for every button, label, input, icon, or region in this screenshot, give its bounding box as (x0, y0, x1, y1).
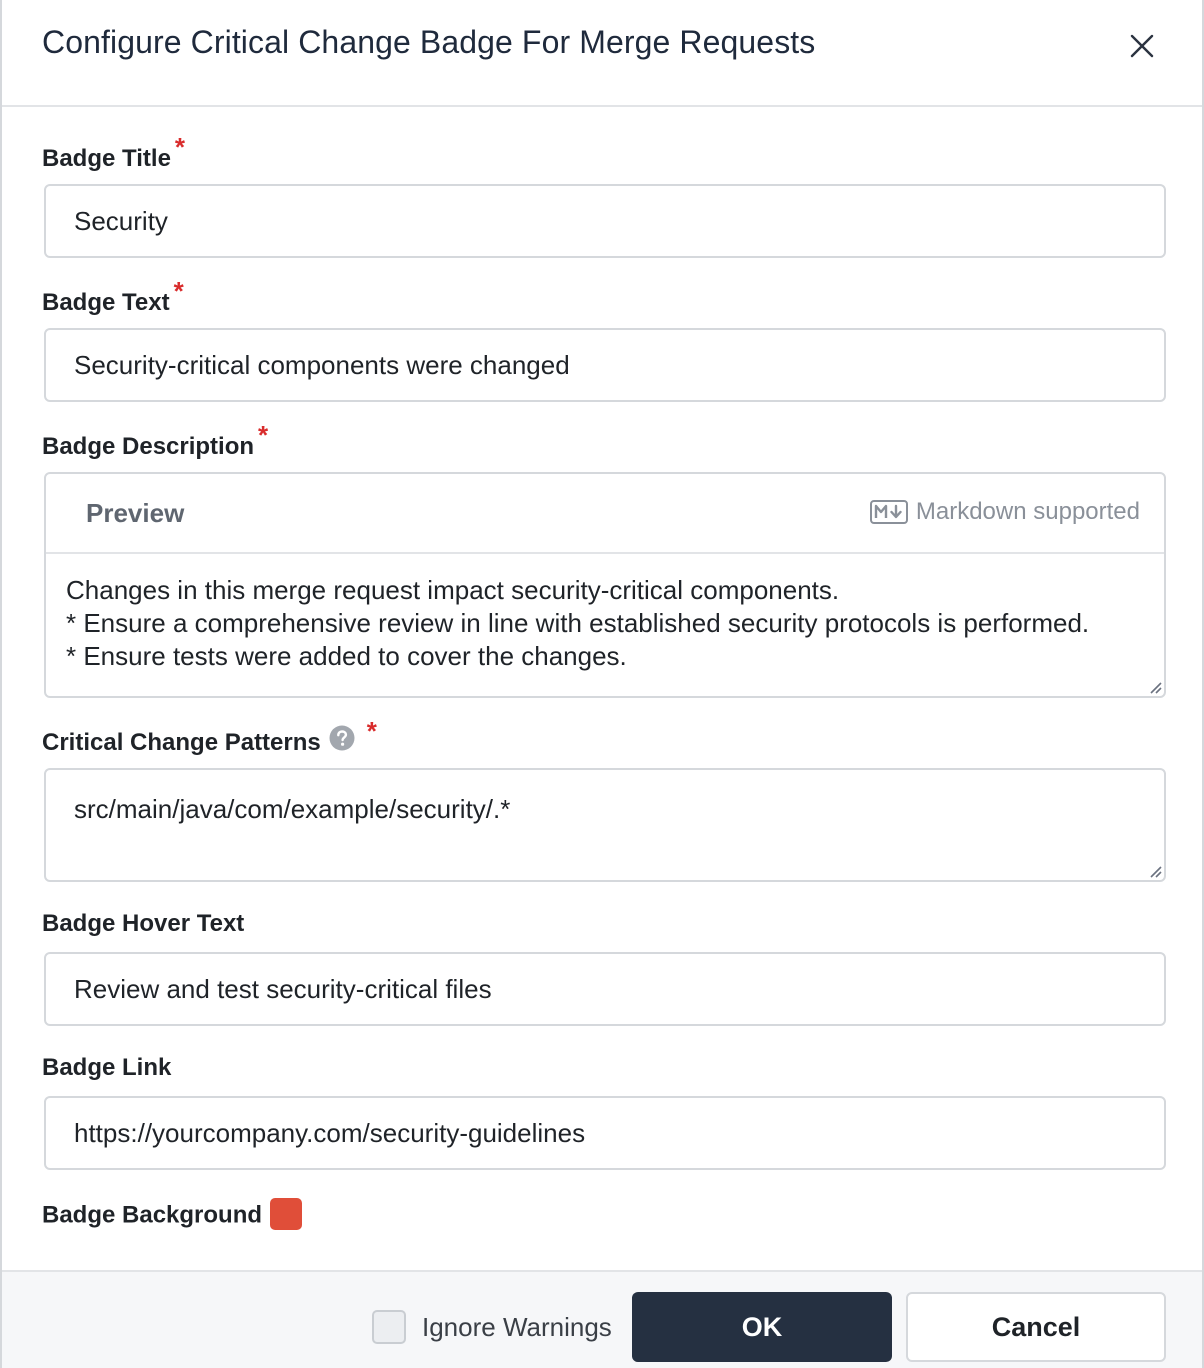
critical-change-patterns-label: Critical Change Patterns * (42, 726, 377, 760)
resize-handle-icon[interactable] (1146, 862, 1162, 878)
resize-handle-icon[interactable] (1146, 678, 1162, 694)
badge-link-input[interactable] (44, 1096, 1166, 1170)
help-icon[interactable] (329, 725, 355, 758)
badge-description-editor (44, 472, 1166, 698)
markdown-hint: Markdown supported (870, 498, 1140, 526)
critical-change-patterns-value: src/main/java/com/example/security/.* (74, 794, 511, 824)
badge-link-value: https://yourcompany.com/security-guidelines (74, 1117, 586, 1148)
badge-description-label: Badge Description * (42, 420, 269, 460)
badge-background-label: Badge Background (42, 1200, 302, 1232)
ok-button[interactable]: OK (632, 1292, 892, 1362)
badge-title-label: Badge Title * (42, 132, 186, 172)
badge-text-value: Security-critical components were changed (74, 349, 570, 380)
required-marker: * (174, 132, 186, 162)
close-button[interactable] (1122, 26, 1162, 66)
dialog-footer (2, 1270, 1202, 1368)
badge-title-value: Security (74, 205, 168, 236)
required-marker: * (258, 420, 269, 450)
cancel-button[interactable]: Cancel (906, 1292, 1166, 1362)
badge-title-input[interactable] (44, 184, 1166, 258)
badge-link-label: Badge Link (42, 1054, 172, 1081)
badge-text-input[interactable] (44, 328, 1166, 402)
close-icon (1130, 34, 1154, 58)
ignore-warnings-label: Ignore Warnings (422, 1311, 612, 1342)
badge-hover-text-value: Review and test security-critical files (74, 973, 492, 1004)
preview-tab[interactable]: Preview (86, 498, 185, 528)
badge-description-textarea[interactable]: Changes in this merge request impact security-critical components. * Ensure a comprehensive review in line with established security protocols is performed. * Ensure tests were added to cover the changes. (66, 575, 1090, 671)
ignore-warnings-checkbox[interactable] (372, 1310, 406, 1344)
dialog-header (2, 0, 1202, 107)
badge-background-color-swatch[interactable] (270, 1198, 302, 1230)
markdown-icon (870, 500, 908, 524)
markdown-toolbar (46, 474, 1164, 554)
badge-hover-text-input[interactable] (44, 952, 1166, 1026)
critical-change-patterns-textarea[interactable] (44, 768, 1166, 882)
badge-hover-text-label: Badge Hover Text (42, 910, 245, 937)
ignore-warnings-toggle[interactable] (372, 1310, 612, 1344)
badge-text-label: Badge Text * (42, 276, 184, 316)
required-marker: * (366, 716, 377, 746)
dialog-title: Configure Critical Change Badge For Merge Requests (42, 24, 816, 60)
required-marker: * (173, 276, 184, 306)
